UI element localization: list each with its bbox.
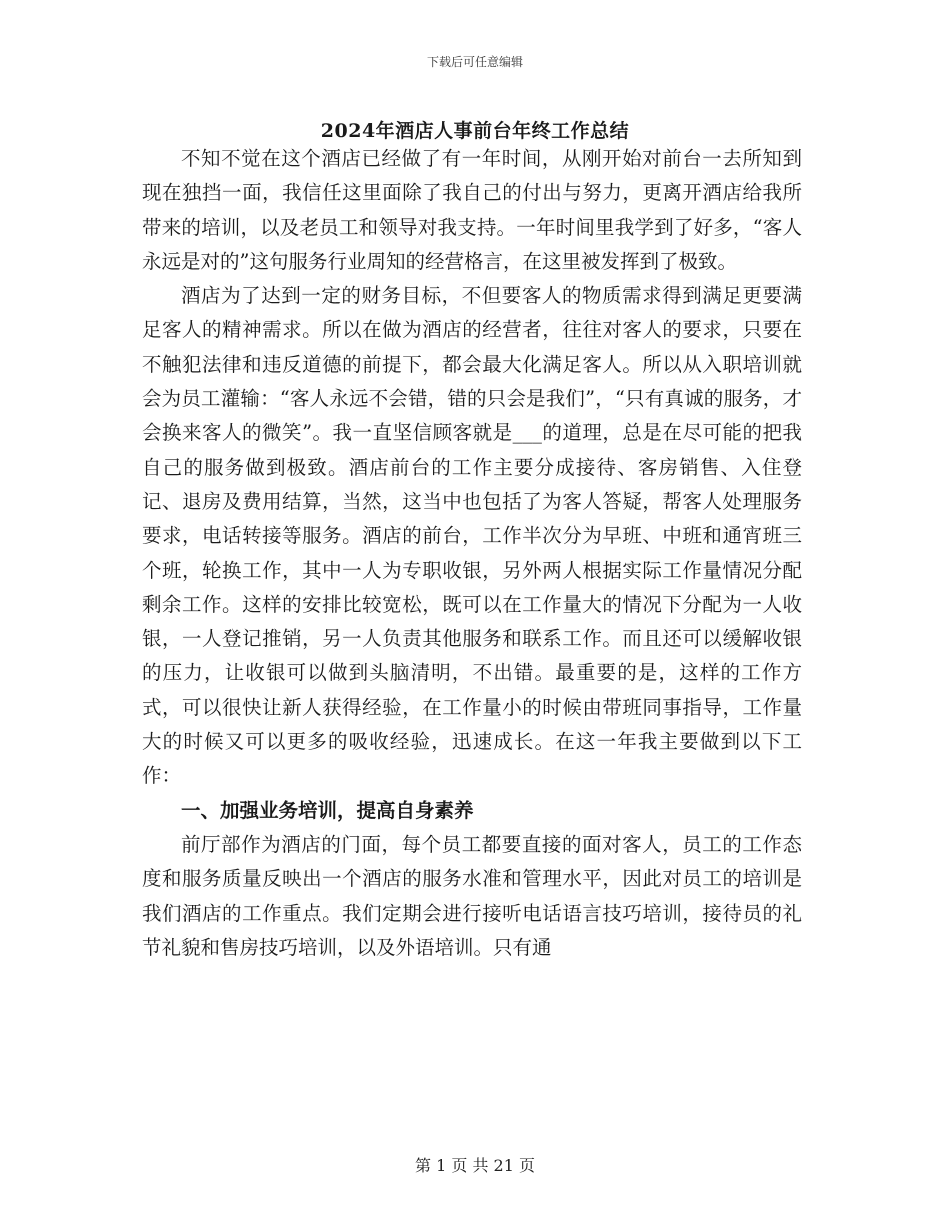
paragraph-intro: 不知不觉在这个酒店已经做了有一年时间，从刚开始对前台一去所知到现在独挡一面，我信任这里面除了我自己的付出与努力，更离开酒店给我所带来的培训，以及老员工和领导对我支持。一年时间里我学到了好多，“客人永远是对的”这句服务行业周知的经营格言，在这里被发挥到了极致。 [142,147,802,273]
document-title: 2024年酒店人事前台年终工作总结 [320,120,630,142]
header-note: 下载后可任意编辑 [426,55,523,69]
section-heading-training: 一、加强业务培训，提高自身素养 [181,798,474,822]
document-body [142,142,802,965]
paragraph-operations: 酒店为了达到一定的财务目标，不但要客人的物质需求得到满足更要满足客人的精神需求。所以在做为酒店的经营者，往往对客人的要求，只要在不触犯法律和违反道德的前提下，都会最大化满足客人。所以从入职培训就会为员工灌输：“客人永远不会错，错的只会是我们”，“只有真诚的服务，才会换来客人的微笑”。我一直坚信顾客就是___的道理，总是在尽可能的把我自己的服务做到极致。酒店前台的工作主要分成接待、客房销售、入住登记、退房及费用结算，当然，这当中也包括了为客人答疑，帮客人处理服务要求，电话转接等服务。酒店的前台，工作半次分为早班、中班和通宵班三个班，轮换工作，其中一人为专职收银，另外两人根据实际工作量情况分配剩余工作。这样的安排比较宽松，既可以在工作量大的情况下分配为一人收银，一人登记推销，另一人负责其他服务和联系工作。而且还可以缓解收银的压力，让收银可以做到头脑清明，不出错。最重要的是，这样的工作方式，可以很快让新人获得经验，在工作量小的时候由带班同事指导，工作量大的时候又可以更多的吸收经验，迅速成长。在这一年我主要做到以下工作： [142,284,802,788]
paragraph-training: 前厅部作为酒店的门面，每个员工都要直接的面对客人，员工的工作态度和服务质量反映出一个酒店的服务水准和管理水平，因此对员工的培训是我们酒店的工作重点。我们定期会进行接听电话语言技巧培训，接待员的礼节礼貌和售房技巧培训，以及外语培训。只有通 [142,832,802,959]
page-number: 第 1 页 共 21 页 [415,1156,535,1175]
